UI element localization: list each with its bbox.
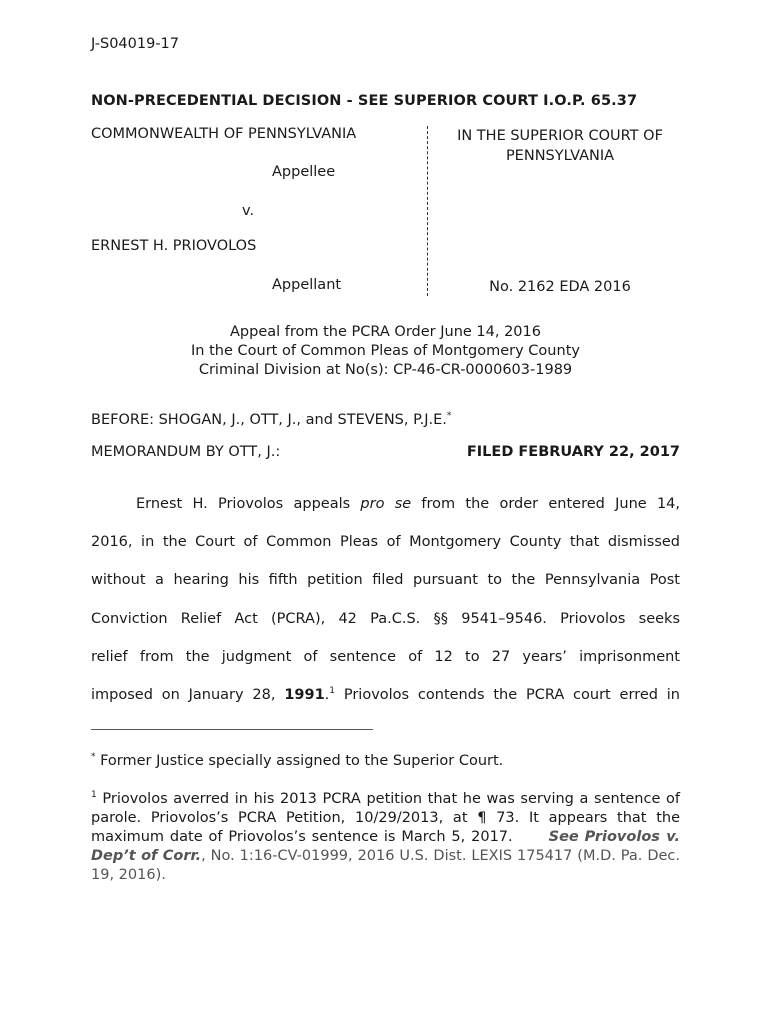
panel-footnote-mark: *	[446, 411, 452, 421]
docket-id: J-S04019-17	[91, 36, 180, 52]
filed-date: FILED FEBRUARY 22, 2017	[466, 444, 680, 460]
court-name	[440, 126, 680, 166]
body-line-2: 2016, in the Court of Common Pleas of Montgomery County that dismissed	[91, 534, 680, 551]
body-line-1: Ernest H. Priovolos appeals pro se from the order entered June 14,	[136, 496, 681, 512]
footnote-ref-1[interactable]: 1	[329, 686, 336, 697]
body-line-5: relief from the judgment of sentence of 12 to 27 years’ imprisonment	[91, 648, 680, 665]
appeal-line3: Criminal Division at No(s): CP-46-CR-0000603-1989	[198, 362, 573, 378]
versus: v.	[242, 203, 255, 219]
appellee-role: Appellee	[272, 164, 336, 180]
appellant-role: Appellant	[272, 277, 342, 293]
body-line-3: without a hearing his fifth petition filed pursuant to the Pennsylvania Post	[91, 572, 680, 589]
appeal-info	[91, 323, 680, 380]
party-commonwealth: COMMONWEALTH OF PENNSYLVANIA	[91, 126, 357, 142]
footnote-star	[91, 752, 680, 771]
footnote-star-mark: *	[91, 752, 96, 762]
footnote-star-text: Former Justice specially assigned to the Superior Court.	[95, 753, 504, 769]
memorandum-author: MEMORANDUM BY OTT, J.:	[91, 444, 281, 460]
court-name-line1: IN THE SUPERIOR COURT OF	[457, 128, 663, 144]
caption-divider	[427, 126, 428, 296]
panel-text: BEFORE: SHOGAN, J., OTT, J., and STEVENS, P.J.E.	[91, 412, 447, 428]
footnote-1-case-name: Priovolos v. Dep’t of Corr.	[91, 829, 681, 864]
body-line-6: imposed on January 28, 1991.$^1$ Priovolos contends the PCRA court erred in	[91, 686, 681, 704]
party-appellant-name: ERNEST H. PRIOVOLOS	[91, 238, 257, 254]
footnote-1-see: See	[548, 829, 579, 845]
body-line-4: Conviction Relief Act (PCRA), 42 Pa.C.S. §§ 9541–9546. Priovolos seeks	[91, 610, 680, 627]
opinion-body	[91, 485, 680, 714]
footnote-1-mark: 1	[91, 790, 97, 800]
footnote-1-text: Priovolos averred in his 2013 PCRA petition that he was serving a sentence of parole. Priovolos’s PCRA Petition, 10/29/2013, at ¶ 73. It appears that the maximum date of Priovolos’s sentence is March 5, 2017.	[91, 791, 680, 845]
court-name-line2: PENNSYLVANIA	[505, 148, 615, 164]
non-precedential-banner: NON-PRECEDENTIAL DECISION - SEE SUPERIOR COURT I.O.P. 65.37	[91, 93, 638, 109]
panel-before	[91, 412, 451, 428]
footnote-separator	[91, 729, 373, 730]
appeal-line1: Appeal from the PCRA Order June 14, 2016	[230, 324, 541, 340]
footnote-1-citation: , No. 1:16-CV-01999, 2016 U.S. Dist. LEXIS 175417 (M.D. Pa. Dec. 19, 2016).	[91, 848, 680, 883]
case-number: No. 2162 EDA 2016	[489, 279, 631, 295]
appeal-line2: In the Court of Common Pleas of Montgomery County	[191, 343, 580, 359]
footnote-1	[91, 790, 680, 885]
